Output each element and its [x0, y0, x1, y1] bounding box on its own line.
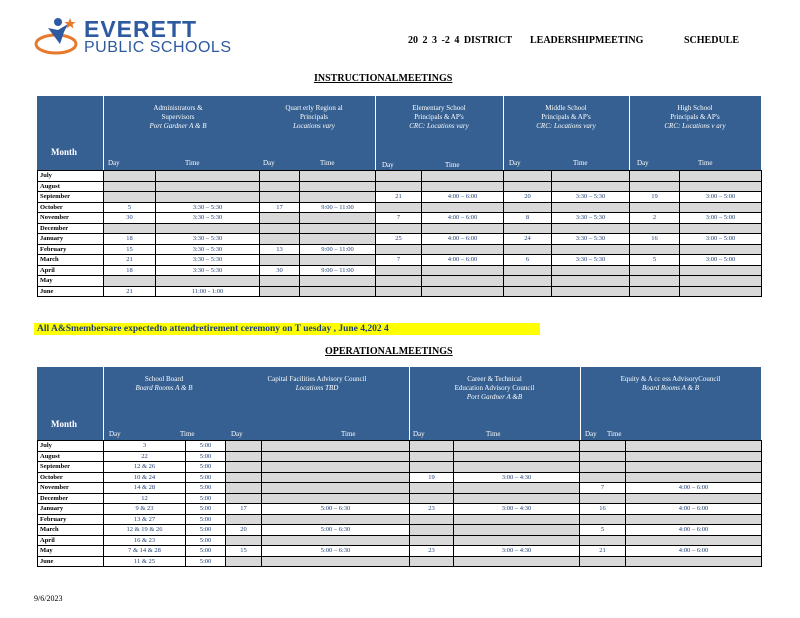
schedule-cell [300, 255, 376, 266]
schedule-cell [300, 286, 376, 297]
schedule-cell [630, 223, 680, 234]
schedule-cell [262, 493, 410, 504]
month-cell: April [38, 265, 104, 276]
schedule-cell [504, 202, 552, 213]
table-row [38, 192, 762, 203]
schedule-cell: 13 [260, 244, 300, 255]
schedule-cell [630, 244, 680, 255]
schedule-cell [156, 276, 260, 287]
schedule-cell [104, 192, 156, 203]
schedule-cell: 3:00 – 5:00 [680, 213, 762, 224]
schedule-cell: 9:00 – 11:00 [300, 202, 376, 213]
schedule-cell [580, 441, 626, 452]
schedule-cell [376, 223, 422, 234]
month-cell: July [38, 441, 104, 452]
table-row [38, 213, 762, 224]
schedule-cell [680, 171, 762, 182]
schedule-cell [454, 535, 580, 546]
schedule-cell [680, 181, 762, 192]
schedule-cell [454, 462, 580, 473]
instructional-title: INSTRUCTIONALMEETINGS [314, 73, 453, 84]
schedule-cell [226, 535, 262, 546]
table-row [38, 535, 762, 546]
schedule-cell: 5:00 – 6:30 [262, 546, 410, 557]
schedule-cell: 11:00 - 1:00 [156, 286, 260, 297]
month-cell: March [38, 525, 104, 536]
schedule-cell: 4:00 – 6:00 [422, 192, 504, 203]
schedule-cell [226, 483, 262, 494]
schedule-cell: 5:00 [186, 483, 226, 494]
month-cell: December [38, 493, 104, 504]
schedule-cell: 5:00 [186, 493, 226, 504]
schedule-cell [422, 171, 504, 182]
schedule-cell: 18 [104, 265, 156, 276]
schedule-cell [630, 181, 680, 192]
group-admin: Administrators & Supervisors Port Gardner A & B [149, 104, 207, 130]
schedule-cell [262, 441, 410, 452]
schedule-cell: 4:00 – 6:00 [626, 504, 762, 515]
group-equity: Equity & A cc ess AdvisoryCouncil Board Rooms A & B [620, 375, 721, 392]
schedule-cell [422, 265, 504, 276]
month-cell: June [38, 286, 104, 297]
schedule-cell: 3:30 – 5:30 [552, 213, 630, 224]
schedule-cell [626, 493, 762, 504]
month-cell: August [38, 451, 104, 462]
schedule-cell: 3:30 – 5:30 [156, 202, 260, 213]
schedule-cell [580, 462, 626, 473]
schedule-cell [376, 171, 422, 182]
schedule-cell: 5:00 [186, 546, 226, 557]
schedule-cell [504, 244, 552, 255]
schedule-cell [422, 286, 504, 297]
schedule-cell: 3:00 – 5:00 [680, 255, 762, 266]
table-row [38, 546, 762, 557]
schedule-cell [260, 181, 300, 192]
schedule-cell: 5:00 [186, 441, 226, 452]
month-cell: April [38, 535, 104, 546]
table-row [38, 493, 762, 504]
footer-date: 9/6/2023 [34, 594, 63, 603]
schedule-cell [410, 451, 454, 462]
schedule-cell: 16 [580, 504, 626, 515]
schedule-cell: 16 [630, 234, 680, 245]
table-row [38, 441, 762, 452]
schedule-cell: 3:00 – 4:30 [454, 472, 580, 483]
schedule-cell [680, 265, 762, 276]
schedule-cell: 4:00 – 6:00 [626, 525, 762, 536]
schedule-cell: 18 [104, 234, 156, 245]
month-cell: May [38, 546, 104, 557]
month-label: Month [51, 147, 78, 157]
schedule-cell [410, 514, 454, 525]
schedule-cell [580, 451, 626, 462]
schedule-cell: 19 [410, 472, 454, 483]
schedule-cell: 20 [226, 525, 262, 536]
schedule-cell: 11 & 25 [104, 556, 186, 567]
schedule-cell [300, 223, 376, 234]
schedule-cell [454, 483, 580, 494]
schedule-cell [300, 234, 376, 245]
schedule-cell: 20 [504, 192, 552, 203]
table-row [38, 514, 762, 525]
group-capital-facilities: Capital Facilities Advisory Council Locations TBD [267, 375, 367, 392]
table-row [38, 234, 762, 245]
schedule-cell [422, 276, 504, 287]
schedule-cell [260, 223, 300, 234]
schedule-cell [410, 441, 454, 452]
schedule-cell: 9:00 – 11:00 [300, 244, 376, 255]
schedule-cell [552, 276, 630, 287]
table-row [38, 202, 762, 213]
schedule-cell [504, 265, 552, 276]
schedule-cell [552, 286, 630, 297]
schedule-cell [410, 462, 454, 473]
month-cell: March [38, 255, 104, 266]
schedule-cell [260, 234, 300, 245]
schedule-cell [630, 202, 680, 213]
schedule-cell [504, 286, 552, 297]
schedule-cell [260, 276, 300, 287]
schedule-cell [410, 535, 454, 546]
table-row [38, 255, 762, 266]
schedule-cell [300, 181, 376, 192]
schedule-cell [626, 472, 762, 483]
schedule-cell: 4:00 – 6:00 [422, 255, 504, 266]
schedule-cell: 4:00 – 6:00 [626, 483, 762, 494]
schedule-cell [260, 171, 300, 182]
month-cell: May [38, 276, 104, 287]
schedule-cell [626, 514, 762, 525]
table-row [38, 483, 762, 494]
schedule-cell: 24 [504, 234, 552, 245]
group-elementary: Elementary School Principals & AP's CRC: Locations vary [409, 104, 469, 130]
schedule-cell: 30 [260, 265, 300, 276]
group-middle: Middle School Principals & AP's CRC: Locations vary [536, 104, 596, 130]
schedule-cell [626, 441, 762, 452]
schedule-cell: 9 & 23 [104, 504, 186, 515]
schedule-cell [300, 213, 376, 224]
month-cell: August [38, 181, 104, 192]
schedule-cell [580, 514, 626, 525]
schedule-cell [156, 171, 260, 182]
schedule-cell [630, 276, 680, 287]
schedule-cell: 4:00 – 6:00 [626, 546, 762, 557]
month-cell: July [38, 171, 104, 182]
schedule-cell: 4:00 – 6:00 [422, 234, 504, 245]
schedule-cell: 21 [104, 255, 156, 266]
retirement-notice: All A&Smembersare expectedto attendretirement ceremony on T uesday , June 4,202 4 [34, 323, 540, 335]
schedule-cell [262, 472, 410, 483]
schedule-cell [454, 525, 580, 536]
table-row [38, 276, 762, 287]
month-cell: January [38, 504, 104, 515]
month-cell: October [38, 202, 104, 213]
schedule-cell: 5:00 [186, 535, 226, 546]
schedule-cell [300, 276, 376, 287]
schedule-cell: 3:00 – 4:30 [454, 504, 580, 515]
table-row [38, 223, 762, 234]
schedule-cell [680, 244, 762, 255]
schedule-cell [504, 181, 552, 192]
schedule-cell: 3:00 – 5:00 [680, 234, 762, 245]
schedule-cell [262, 451, 410, 462]
schedule-cell: 3:30 – 5:30 [552, 234, 630, 245]
schedule-cell [226, 556, 262, 567]
month-cell: February [38, 514, 104, 525]
month-cell: December [38, 223, 104, 234]
schedule-cell: 5 [580, 525, 626, 536]
schedule-cell [630, 286, 680, 297]
month-cell: June [38, 556, 104, 567]
schedule-cell [262, 556, 410, 567]
schedule-cell [552, 223, 630, 234]
schedule-cell: 10 & 24 [104, 472, 186, 483]
schedule-cell [226, 493, 262, 504]
schedule-cell [260, 286, 300, 297]
schedule-cell [580, 493, 626, 504]
schedule-cell: 14 & 28 [104, 483, 186, 494]
schedule-cell: 8 [504, 213, 552, 224]
schedule-cell [552, 244, 630, 255]
schedule-cell: 5 [104, 202, 156, 213]
schedule-cell: 7 [580, 483, 626, 494]
schedule-cell [454, 441, 580, 452]
schedule-cell: 25 [376, 234, 422, 245]
schedule-cell [552, 181, 630, 192]
schedule-cell [454, 556, 580, 567]
schedule-cell: 21 [580, 546, 626, 557]
schedule-cell: 7 [376, 213, 422, 224]
schedule-cell [262, 535, 410, 546]
schedule-cell [376, 181, 422, 192]
group-regional: Quart erly Region al Principals Locations vary [285, 104, 343, 130]
table-row [38, 181, 762, 192]
schedule-cell [680, 202, 762, 213]
schedule-cell [454, 493, 580, 504]
schedule-cell [226, 514, 262, 525]
schedule-cell [300, 171, 376, 182]
schedule-cell [626, 451, 762, 462]
schedule-cell [454, 451, 580, 462]
schedule-cell [104, 223, 156, 234]
schedule-cell [680, 276, 762, 287]
table-row [38, 462, 762, 473]
table-row [38, 472, 762, 483]
schedule-cell [376, 265, 422, 276]
schedule-cell [422, 181, 504, 192]
schedule-cell [226, 441, 262, 452]
schedule-cell [156, 192, 260, 203]
month-cell: November [38, 483, 104, 494]
month-cell: February [38, 244, 104, 255]
schedule-cell: 9:00 – 11:00 [300, 265, 376, 276]
month-cell: September [38, 192, 104, 203]
month-cell: November [38, 213, 104, 224]
operational-table [37, 440, 762, 567]
schedule-cell [626, 556, 762, 567]
schedule-cell [226, 472, 262, 483]
schedule-cell [504, 223, 552, 234]
schedule-cell: 5:00 – 6:30 [262, 504, 410, 515]
logo-line2: PUBLIC SCHOOLS [84, 39, 232, 56]
schedule-cell [504, 276, 552, 287]
schedule-cell [376, 202, 422, 213]
schedule-cell [552, 171, 630, 182]
schedule-cell: 3:30 – 5:30 [156, 244, 260, 255]
schedule-cell: 3 [104, 441, 186, 452]
schedule-cell: 3:30 – 5:30 [156, 255, 260, 266]
schedule-cell [552, 202, 630, 213]
schedule-cell: 19 [630, 192, 680, 203]
schedule-cell [104, 276, 156, 287]
schedule-cell: 23 [410, 504, 454, 515]
schedule-cell [680, 223, 762, 234]
schedule-cell [422, 223, 504, 234]
table-row [38, 504, 762, 515]
schedule-cell: 12 & 19 & 26 [104, 525, 186, 536]
schedule-cell [376, 286, 422, 297]
schedule-cell [630, 171, 680, 182]
schedule-cell: 5:00 – 6:30 [262, 525, 410, 536]
schedule-cell [156, 223, 260, 234]
schedule-cell [580, 472, 626, 483]
table-row [38, 171, 762, 182]
table-row [38, 265, 762, 276]
schedule-cell [226, 462, 262, 473]
schedule-cell: 2 [630, 213, 680, 224]
table-row [38, 525, 762, 536]
schedule-cell [626, 462, 762, 473]
header-title: LEADERSHIPMEETING [530, 35, 644, 46]
table-row [38, 286, 762, 297]
instructional-table [37, 170, 762, 297]
schedule-cell [552, 265, 630, 276]
schedule-cell [300, 192, 376, 203]
schedule-cell [260, 213, 300, 224]
schedule-cell [226, 451, 262, 462]
table-row [38, 244, 762, 255]
schedule-cell [376, 244, 422, 255]
schedule-cell: 5:00 [186, 504, 226, 515]
schedule-cell [680, 286, 762, 297]
logo-line1: EVERETT [84, 16, 198, 42]
header-year: 20 2 3 -2 4 DISTRICT [408, 35, 513, 46]
schedule-cell: 21 [376, 192, 422, 203]
schedule-cell: 3:00 – 4:30 [454, 546, 580, 557]
schedule-cell: 30 [104, 213, 156, 224]
schedule-cell [410, 493, 454, 504]
schedule-cell: 21 [104, 286, 156, 297]
schedule-cell: 12 & 26 [104, 462, 186, 473]
schedule-cell: 3:00 – 5:00 [680, 192, 762, 203]
schedule-cell [580, 556, 626, 567]
schedule-cell [504, 171, 552, 182]
schedule-cell: 16 & 23 [104, 535, 186, 546]
instructional-header: Month Administrators & Supervisors Port Gardner A & B Quart erly Region al Principals Locations vary Elementary School Principals & AP's CRC: Locations vary Middle School Principals & AP's CRC: Locations vary High School Principals & AP's CRC: Locations v ary Day Time Day Time Day Time Day Time Day Time [37, 96, 761, 170]
schedule-cell: 3:30 – 5:30 [552, 255, 630, 266]
schedule-cell: 5:00 [186, 525, 226, 536]
schedule-cell [410, 556, 454, 567]
table-row [38, 451, 762, 462]
schedule-cell [410, 483, 454, 494]
schedule-cell: 5:00 [186, 462, 226, 473]
schedule-cell [630, 265, 680, 276]
schedule-cell: 15 [226, 546, 262, 557]
schedule-cell [260, 255, 300, 266]
schedule-cell: 6 [504, 255, 552, 266]
schedule-cell: 3:30 – 5:30 [156, 265, 260, 276]
schedule-cell: 5:00 [186, 514, 226, 525]
schedule-cell [262, 483, 410, 494]
header-schedule: SCHEDULE [684, 35, 740, 46]
month-cell: January [38, 234, 104, 245]
schedule-cell: 5:00 [186, 472, 226, 483]
schedule-cell [376, 276, 422, 287]
schedule-cell: 13 & 27 [104, 514, 186, 525]
schedule-cell: 22 [104, 451, 186, 462]
schedule-cell [410, 525, 454, 536]
schedule-cell [262, 462, 410, 473]
schedule-cell: 3:30 – 5:30 [552, 192, 630, 203]
schedule-cell: 23 [410, 546, 454, 557]
schedule-cell: 3:30 – 5:30 [156, 234, 260, 245]
group-high: High School Principals & AP's CRC: Locations v ary [664, 104, 726, 130]
group-school-board: School Board Board Rooms A & B [135, 375, 193, 392]
schedule-cell [104, 171, 156, 182]
schedule-cell [262, 514, 410, 525]
schedule-cell: 5:00 [186, 451, 226, 462]
schedule-cell [580, 535, 626, 546]
schedule-cell [454, 514, 580, 525]
schedule-cell [422, 244, 504, 255]
operational-title: OPERATIONALMEETINGS [325, 346, 453, 357]
schedule-cell: 5:00 [186, 556, 226, 567]
schedule-cell [422, 202, 504, 213]
schedule-cell: 17 [226, 504, 262, 515]
schedule-cell: 12 [104, 493, 186, 504]
schedule-cell: 7 & 14 & 28 [104, 546, 186, 557]
schedule-cell: 17 [260, 202, 300, 213]
group-career-technical: Career & Technical Education Advisory Council Port Gardner A &B [454, 375, 535, 401]
schedule-cell [626, 535, 762, 546]
table-row [38, 556, 762, 567]
schedule-cell: 5 [630, 255, 680, 266]
schedule-cell [260, 192, 300, 203]
schedule-cell: 15 [104, 244, 156, 255]
schedule-cell [156, 181, 260, 192]
schedule-cell: 7 [376, 255, 422, 266]
month-cell: September [38, 462, 104, 473]
schedule-cell [104, 181, 156, 192]
schedule-cell: 4:00 – 6:00 [422, 213, 504, 224]
schedule-cell: 3:30 – 5:30 [156, 213, 260, 224]
month-cell: October [38, 472, 104, 483]
operational-header: Month School Board Board Rooms A & B Capital Facilities Advisory Council Locations TBD Career & Technical Education Advisory Council Port Gardner A &B Equity & A cc ess AdvisoryCouncil Board Rooms A & B Day Time Day Time Day Time Day Time [37, 367, 761, 440]
